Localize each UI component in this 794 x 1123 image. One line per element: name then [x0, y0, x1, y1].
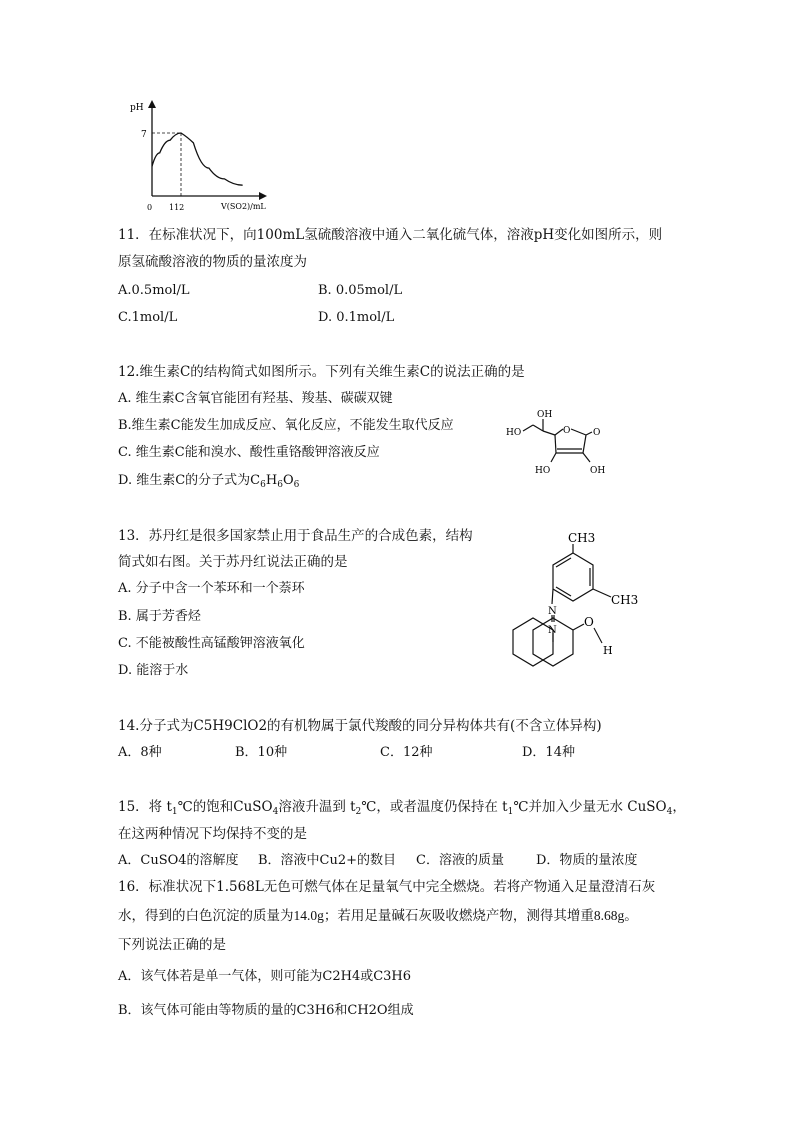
- q12-option-d-prefix: D. 维生素C的分子式为C: [118, 473, 261, 488]
- q13-option-c[interactable]: C. 不能被酸性高锰酸钾溶液氧化: [118, 636, 305, 651]
- q11-stem-line1: 11．在标准状况下，向100mL氢硫酸溶液中通入二氧化硫气体，溶液pH变化如图所示，则: [118, 227, 663, 243]
- q11-stem-line2: 原氢硫酸溶液的物质的量浓度为: [118, 254, 307, 270]
- y-tick-7: 7: [141, 130, 147, 140]
- q15-option-c[interactable]: C．溶液的质量: [416, 853, 504, 868]
- q16-option-a[interactable]: A．该气体若是单一气体，则可能为C2H4或C3H6: [118, 969, 412, 984]
- q15-option-a[interactable]: A．CuSO4的溶解度: [118, 853, 239, 868]
- x-tick-0: 0: [147, 203, 153, 212]
- vitc-label-ring-o: O: [563, 426, 571, 436]
- q16-stem-line2: 水，得到的白色沉淀的质量为14.0g；若用足量碱石灰吸收燃烧产物，测得其增重8.68g。: [118, 908, 638, 924]
- vitc-label-oh-top: OH: [537, 410, 553, 420]
- q11-option-d[interactable]: D. 0.1mol/L: [318, 310, 395, 325]
- q16-stem-line1: 16．标准状况下1.568L无色可燃气体在足量氧气中完全燃烧。若将产物通入足量澄清石灰: [118, 879, 656, 895]
- q12-option-c[interactable]: C. 维生素C能和溴水、酸性重铬酸钾溶液反应: [118, 445, 380, 460]
- q14-option-c[interactable]: C．12种: [380, 745, 433, 760]
- ph-curve-line: [152, 133, 243, 185]
- vitamin-c-structure: [498, 405, 628, 483]
- x-axis-label: V(SO2)/mL: [221, 202, 266, 211]
- q13-option-d[interactable]: D. 能溶于水: [118, 663, 189, 678]
- q16-option-b[interactable]: B．该气体可能由等物质的量的C3H6和CH2O组成: [118, 1003, 414, 1018]
- q12-option-d[interactable]: D. 维生素C的分子式为$C_6H_6O_6$: [118, 473, 300, 490]
- q12-option-a[interactable]: A. 维生素C含氧官能团有羟基、羧基、碳碳双键: [118, 391, 393, 406]
- ph-volume-chart: [125, 98, 275, 214]
- q15-option-d[interactable]: D．物质的量浓度: [536, 853, 638, 868]
- x-tick-112: 112: [169, 203, 185, 212]
- vitc-label-ho-bottom: HO: [535, 466, 551, 476]
- sudan-label-h: H: [603, 644, 613, 657]
- y-axis-arrow: [148, 100, 156, 108]
- sudan-label-o: O: [584, 615, 594, 629]
- x-axis-arrow: [259, 192, 267, 200]
- q11-option-b[interactable]: B. 0.05mol/L: [318, 283, 403, 298]
- vitc-label-oh-bottom: OH: [590, 466, 606, 476]
- q15-stem-line1: 15．将 $t_1℃$的饱和CuSO$_4$溶液升温到 $t_2℃$，或者温度仍保持在 $t_1℃$并加入少量无水 CuSO$_4$，: [118, 799, 686, 817]
- q12-stem: 12.维生素C的结构简式如图所示。下列有关维生素C的说法正确的是: [118, 364, 525, 380]
- q14-stem: 14.分子式为C5H9ClO2的有机物属于氯代羧酸的同分异构体共有(不含立体异构): [118, 718, 602, 734]
- q16-stem-line3: 下列说法正确的是: [118, 937, 226, 953]
- q11-option-a[interactable]: A.0.5mol/L: [118, 283, 190, 298]
- vitc-label-ho-left: HO: [506, 428, 522, 438]
- q13-option-b[interactable]: B. 属于芳香烃: [118, 609, 201, 624]
- q15-option-b[interactable]: B．溶液中Cu2+的数目: [258, 853, 397, 868]
- sudan-red-structure: [498, 530, 648, 680]
- vitc-label-carbonyl-o: O: [593, 428, 601, 438]
- q14-option-a[interactable]: A．8种: [118, 745, 162, 760]
- sudan-label-n-lower: N: [548, 625, 557, 636]
- y-axis-label: pH: [130, 103, 144, 113]
- sudan-label-n-upper: N: [548, 606, 557, 617]
- q13-option-a[interactable]: A. 分子中含一个苯环和一个萘环: [118, 581, 305, 596]
- q16-mass-precipitate: 14.0g: [293, 908, 324, 923]
- q12-option-b[interactable]: B.维生素C能发生加成反应、氧化反应，不能发生取代反应: [118, 418, 454, 433]
- q11-option-c[interactable]: C.1mol/L: [118, 310, 178, 325]
- q13-stem-line1: 13．苏丹红是很多国家禁止用于食品生产的合成色素，结构: [118, 528, 473, 544]
- q16-mass-increase: 8.68g: [593, 908, 625, 923]
- q13-stem-line2: 简式如右图。关于苏丹红说法正确的是: [118, 554, 348, 570]
- sudan-label-ch3-top: CH3: [568, 531, 596, 545]
- q15-stem-line2: 在这两种情况下均保持不变的是: [118, 826, 307, 842]
- q14-option-d[interactable]: D．14种: [522, 745, 575, 760]
- q14-option-b[interactable]: B．10种: [235, 745, 288, 760]
- sudan-label-ch3-right: CH3: [611, 593, 639, 607]
